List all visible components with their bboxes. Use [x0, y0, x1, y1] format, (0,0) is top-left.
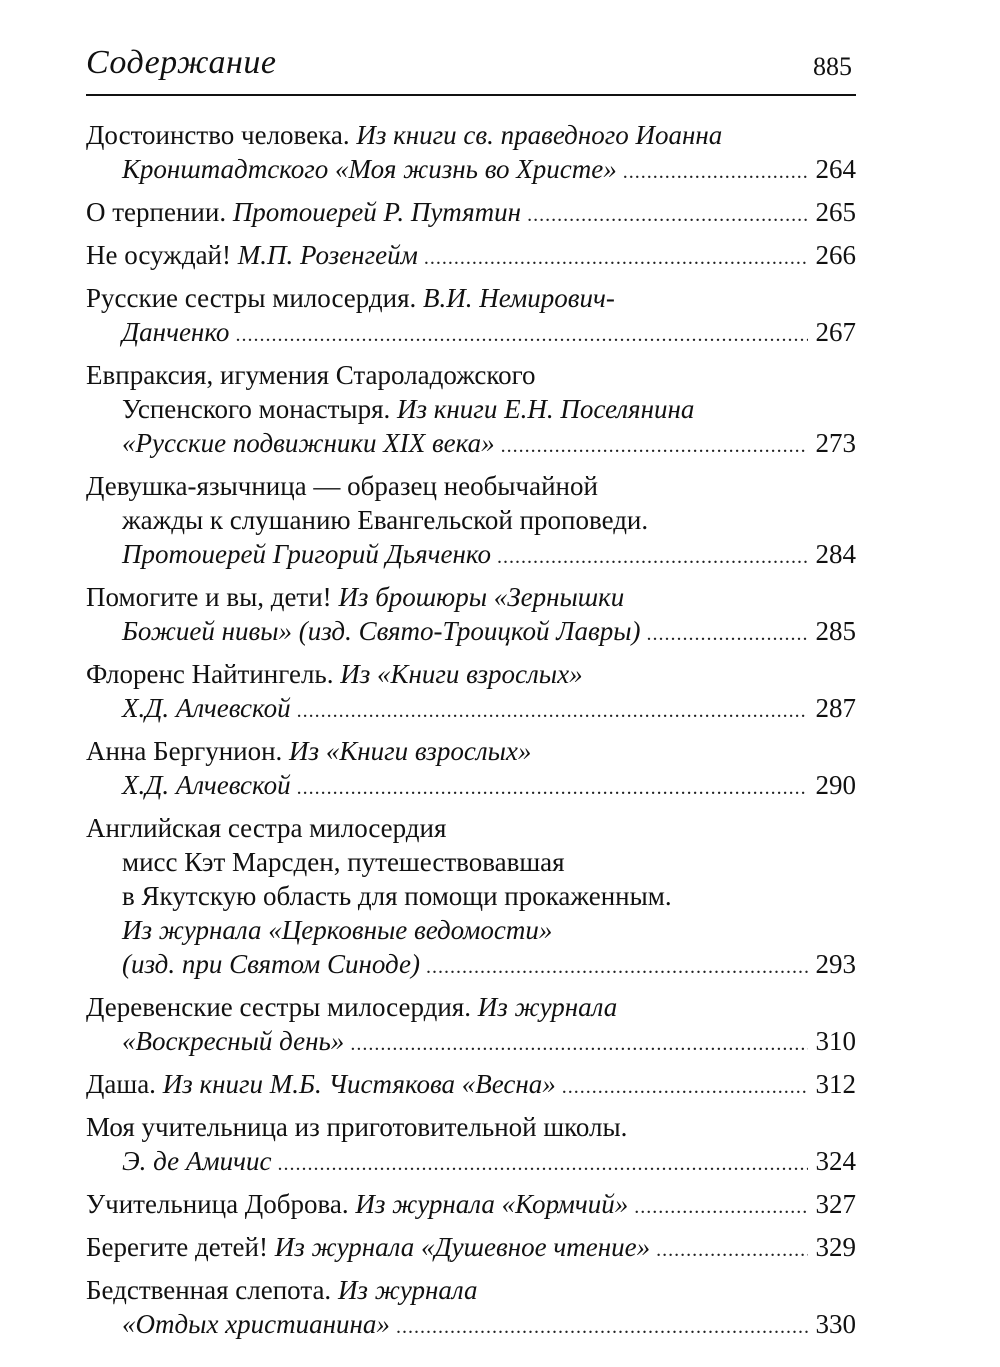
dot-leader: [497, 540, 808, 574]
toc-entry-line: [86, 195, 856, 232]
toc-title: О терпении.: [86, 197, 233, 227]
toc-entry: [86, 1187, 856, 1224]
toc-entry: [86, 734, 856, 805]
dot-leader: [424, 241, 808, 275]
toc-entry-text: [86, 582, 624, 612]
toc-entry-text: [86, 736, 531, 766]
toc-entry-text: [122, 1307, 390, 1341]
dot-leader: [396, 1310, 808, 1344]
toc-title: Даша.: [86, 1069, 163, 1099]
toc-entry-line: [86, 1144, 856, 1181]
toc-entry: [86, 990, 856, 1061]
toc-source: «Русские подвижники XIX века»: [122, 428, 495, 458]
toc-entry-line: [86, 614, 856, 651]
dot-leader: [297, 771, 808, 805]
toc-entry-text: [122, 537, 491, 571]
toc-entry-line: [86, 990, 856, 1024]
dot-leader: [634, 1190, 807, 1224]
toc-page-number: 264: [815, 154, 856, 184]
toc-entry: [86, 281, 856, 352]
toc-source: Из журнала «Церковные ведомости»: [122, 915, 553, 945]
toc-page-number: 329: [815, 1232, 856, 1262]
toc-entry-text: [122, 614, 640, 648]
toc-title: Помогите и вы, дети!: [86, 582, 339, 612]
toc-source: «Отдых христианина»: [122, 1309, 390, 1339]
toc-entry-text: [86, 659, 583, 689]
toc-entry-line: [86, 1273, 856, 1307]
toc-entry-line: [86, 392, 856, 426]
dot-leader: [426, 950, 808, 984]
table-of-contents: [86, 118, 856, 1350]
toc-page-number: 310: [815, 1026, 856, 1056]
toc-entry-text: [122, 1144, 272, 1178]
toc-entry-text: [86, 1112, 627, 1142]
toc-title: Девушка-язычница — образец необычайной: [86, 471, 598, 501]
toc-source: Из книги М.Б. Чистякова «Весна»: [162, 1069, 556, 1099]
toc-source: Из журнала: [337, 1275, 478, 1305]
toc-page-number: 284: [815, 539, 856, 569]
toc-page-number: 312: [815, 1069, 856, 1099]
dot-leader: [562, 1070, 808, 1104]
toc-entry-line: [86, 1110, 856, 1144]
toc-entry-line: [86, 1230, 856, 1267]
toc-entry-line: [86, 118, 856, 152]
toc-entry-line: [86, 580, 856, 614]
toc-entry: [86, 195, 856, 232]
toc-entry-text: [86, 1275, 477, 1305]
toc-page-number: 285: [815, 616, 856, 646]
toc-entry-text: [86, 360, 536, 390]
toc-source: Э. де Амичис: [122, 1146, 272, 1176]
toc-source: В.И. Немирович-: [423, 283, 615, 313]
toc-entry-line: [86, 281, 856, 315]
toc-entry-line: [86, 734, 856, 768]
running-title: Содержание: [86, 44, 277, 81]
toc-entry: [86, 1067, 856, 1104]
toc-page-number: 273: [815, 428, 856, 458]
toc-entry: [86, 358, 856, 463]
toc-source: Из книги Е.Н. Поселянина: [396, 394, 695, 424]
toc-source: (изд. при Святом Синоде): [122, 949, 420, 979]
dot-leader: [623, 155, 808, 189]
toc-entry-line: [86, 469, 856, 503]
toc-entry: [86, 1230, 856, 1267]
toc-entry-line: [86, 426, 856, 463]
toc-entry-text: [122, 915, 552, 945]
toc-entry-line: [86, 503, 856, 537]
toc-entry-line: [86, 879, 856, 913]
toc-entry-text: [86, 1067, 556, 1101]
toc-title: Анна Бергунион.: [86, 736, 290, 766]
toc-entry-line: [86, 315, 856, 352]
toc-entry-line: [86, 691, 856, 728]
toc-title: мисс Кэт Марсден, путешествовавшая: [122, 847, 565, 877]
toc-source: Протоиерей Григорий Дьяченко: [122, 539, 491, 569]
toc-title: Берегите детей!: [86, 1232, 275, 1262]
toc-title: Английская сестра милосердия: [86, 813, 447, 843]
toc-entry-text: [122, 881, 672, 911]
toc-entry: [86, 657, 856, 728]
toc-page-number: 265: [815, 197, 856, 227]
toc-source: Из «Книги взрослых»: [340, 659, 583, 689]
toc-entry-text: [86, 1187, 628, 1221]
dot-leader: [646, 617, 807, 651]
toc-title: Деревенские сестры милосердия.: [86, 992, 478, 1022]
dot-leader: [501, 429, 808, 463]
toc-source: Из журнала «Кормчий»: [355, 1189, 629, 1219]
toc-page-number: 287: [815, 693, 856, 723]
toc-source: Данченко: [122, 317, 230, 347]
toc-title: Достоинство человека.: [86, 120, 357, 150]
dot-leader: [297, 694, 808, 728]
toc-source: Из журнала: [477, 992, 618, 1022]
toc-entry-line: [86, 537, 856, 574]
toc-page-number: 293: [815, 949, 856, 979]
toc-entry-text: [86, 238, 418, 272]
toc-entry-text: [86, 813, 446, 843]
toc-entry-line: [86, 1307, 856, 1344]
toc-entry-line: [86, 1187, 856, 1224]
toc-entry: [86, 580, 856, 651]
toc-page-number: 267: [815, 317, 856, 347]
toc-source: Из книги св. праведного Иоанна: [356, 120, 723, 150]
toc-source: Из «Книги взрослых»: [289, 736, 532, 766]
toc-source: Протоиерей Р. Путятин: [232, 197, 522, 227]
toc-source: Х.Д. Алчевской: [122, 770, 291, 800]
toc-source: М.П. Розенгейм: [237, 240, 418, 270]
page-header: [86, 40, 856, 96]
toc-entry-text: [86, 1230, 650, 1264]
toc-entry-text: [122, 1024, 344, 1058]
toc-title: Успенского монастыря.: [122, 394, 397, 424]
toc-page-number: 327: [815, 1189, 856, 1219]
toc-title: Не осуждай!: [86, 240, 238, 270]
toc-entry-line: [86, 1024, 856, 1061]
toc-entry-text: [122, 505, 648, 535]
toc-page-number: 324: [815, 1146, 856, 1176]
toc-title: Русские сестры милосердия.: [86, 283, 423, 313]
toc-entry-line: [86, 152, 856, 189]
toc-entry: [86, 238, 856, 275]
toc-title: Бедственная слепота.: [86, 1275, 338, 1305]
toc-entry-line: [86, 358, 856, 392]
dot-leader: [235, 318, 807, 352]
toc-entry: [86, 469, 856, 574]
toc-source: Божией нивы» (изд. Свято-Троицкой Лавры): [122, 616, 641, 646]
toc-entry: [86, 811, 856, 984]
toc-entry-text: [122, 947, 420, 981]
toc-entry-line: [86, 913, 856, 947]
toc-entry-text: [122, 426, 495, 460]
toc-entry: [86, 1110, 856, 1181]
toc-entry-text: [86, 992, 617, 1022]
toc-entry-text: [86, 195, 521, 229]
toc-entry-line: [86, 811, 856, 845]
toc-source: Х.Д. Алчевской: [122, 693, 291, 723]
toc-entry-text: [122, 394, 694, 424]
dot-leader: [350, 1027, 807, 1061]
page-number: 885: [813, 52, 852, 81]
toc-title: Учительница Доброва.: [86, 1189, 356, 1219]
toc-page-number: 330: [815, 1309, 856, 1339]
toc-entry-line: [86, 947, 856, 984]
toc-title: жажды к слушанию Евангельской проповеди.: [122, 505, 649, 535]
toc-entry-text: [122, 768, 291, 802]
toc-page-number: 266: [815, 240, 856, 270]
dot-leader: [278, 1147, 808, 1181]
toc-entry-text: [122, 315, 229, 349]
toc-entry-line: [86, 238, 856, 275]
toc-entry-text: [122, 847, 565, 877]
toc-title: в Якутскую область для помощи прокаженным.: [122, 881, 672, 911]
toc-entry-text: [86, 471, 598, 501]
toc-source: Кронштадтского «Моя жизнь во Христе»: [122, 154, 617, 184]
toc-entry-text: [86, 120, 722, 150]
header-rule: [86, 94, 856, 96]
dot-leader: [656, 1233, 807, 1267]
toc-entry: [86, 1273, 856, 1344]
toc-entry-line: [86, 657, 856, 691]
toc-entry: [86, 118, 856, 189]
toc-entry-text: [122, 152, 617, 186]
toc-source: Из брошюры «Зернышки: [338, 582, 625, 612]
dot-leader: [527, 198, 807, 232]
toc-entry-text: [86, 283, 615, 313]
toc-entry-line: [86, 768, 856, 805]
toc-entry-line: [86, 1067, 856, 1104]
toc-page-number: 290: [815, 770, 856, 800]
toc-source: «Воскресный день»: [122, 1026, 345, 1056]
toc-title: Моя учительница из приготовительной школы.: [86, 1112, 628, 1142]
toc-source: Из журнала «Душевное чтение»: [274, 1232, 651, 1262]
toc-entry-text: [122, 691, 291, 725]
toc-title: Флоренс Найтингель.: [86, 659, 341, 689]
toc-entry-line: [86, 845, 856, 879]
toc-title: Евпраксия, игумения Староладожского: [86, 360, 536, 390]
